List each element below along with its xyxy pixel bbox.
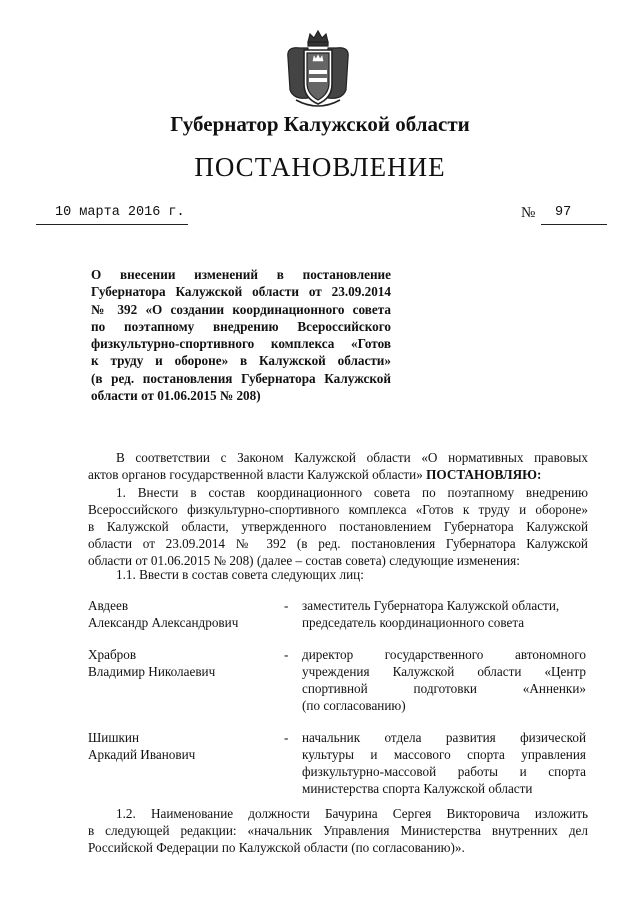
coat-of-arms-emblem: [282, 28, 354, 110]
decree-keyword: ПОСТАНОВЛЯЮ:: [426, 467, 542, 482]
subject-line: области от 01.06.2015 № 208): [91, 388, 261, 404]
number-underline: [541, 224, 607, 225]
position-line: заместитель Губернатора Калужской области,: [302, 598, 560, 613]
document-subject: [91, 266, 391, 404]
member-dash: -: [284, 730, 289, 745]
subject-line: Губернатора Калужской области от 23.09.2014: [91, 284, 391, 300]
document-type: ПОСТАНОВЛЕНИЕ: [194, 152, 446, 182]
document-date: 10 марта 2016 г.: [55, 205, 185, 220]
position-line: (по согласованию): [302, 698, 406, 713]
member-surname: Храбров: [88, 647, 137, 662]
position-line: начальник отдела развития физической: [302, 730, 586, 745]
position-line: физкультурно-массовой работы и спорта: [302, 764, 586, 779]
item-1-2-line: Российской Федерации по Калужской области (по согласованию)».: [88, 840, 465, 855]
position-line: учреждения Калужской области «Центр: [302, 664, 586, 679]
member-surname: Шишкин: [88, 730, 140, 745]
member-given-names: Владимир Николаевич: [88, 664, 216, 679]
member-name: [88, 646, 288, 680]
member-surname: Авдеев: [88, 598, 129, 613]
preamble-paragraph: [88, 449, 588, 483]
subject-line: (в ред. постановления Губернатора Калужской: [91, 370, 391, 386]
document-number: 97: [555, 205, 572, 220]
member-given-names: Аркадий Иванович: [88, 747, 196, 762]
preamble-line: В соответствии с Законом Калужской области «О нормативных правовых: [116, 450, 588, 465]
position-line: культуры и массового спорта управления: [302, 747, 586, 762]
member-given-names: Александр Александрович: [88, 615, 239, 630]
member-name: [88, 597, 288, 631]
number-label: №: [521, 205, 536, 221]
subject-line: О внесении изменений в постановление: [91, 267, 391, 282]
position-line: спортивной подготовки «Анненки»: [302, 681, 586, 696]
item-1-paragraph: [88, 484, 588, 569]
position-line: министерства спорта Калужской области: [302, 781, 533, 796]
item-1-2-paragraph: [88, 805, 588, 856]
preamble-line: [88, 466, 588, 483]
issuing-authority: Губернатор Калужской области: [170, 112, 470, 136]
position-line: директор государственного автономного: [302, 647, 586, 662]
item-1-2-line: в следующей редакции: «начальник Управления Министерства внутренних дел: [88, 823, 588, 838]
member-name: [88, 729, 288, 763]
member-position: [302, 597, 586, 631]
member-position: [302, 646, 586, 714]
item-1-line: в Калужской области, утвержденного постановлением Губернатора Калужской: [88, 519, 588, 534]
member-position: [302, 729, 586, 797]
member-dash: -: [284, 647, 289, 662]
item-1-2-line: 1.2. Наименование должности Бачурина Сергея Викторовича изложить: [116, 806, 588, 821]
item-1-line: области от 01.06.2015 № 208) (далее – состав совета) следующие изменения:: [88, 553, 520, 568]
subject-line: № 392 «О создании координационного совета: [91, 301, 391, 317]
item-1-line: 1. Внести в состав координационного совета по поэтапному внедрению: [116, 485, 588, 500]
member-dash: -: [284, 598, 289, 613]
item-1-1-paragraph: [88, 566, 588, 583]
subject-line: к труду и обороне» в Калужской области»: [91, 353, 391, 369]
preamble-text: актов органов государственной власти Калужской области»: [88, 467, 423, 482]
date-underline: [36, 224, 188, 225]
item-1-line: Всероссийского физкультурно-спортивного комплекса «Готов к труду и обороне»: [88, 502, 588, 517]
item-1-line: области от 23.09.2014 № 392 (в ред. постановления Губернатора Калужской: [88, 536, 588, 551]
subject-line: физкультурно-спортивного комплекса «Готов: [91, 336, 391, 352]
position-line: председатель координационного совета: [302, 615, 525, 630]
subject-line: по поэтапному внедрению Всероссийского: [91, 318, 391, 334]
item-1-1-line: 1.1. Ввести в состав совета следующих лиц:: [116, 567, 364, 582]
